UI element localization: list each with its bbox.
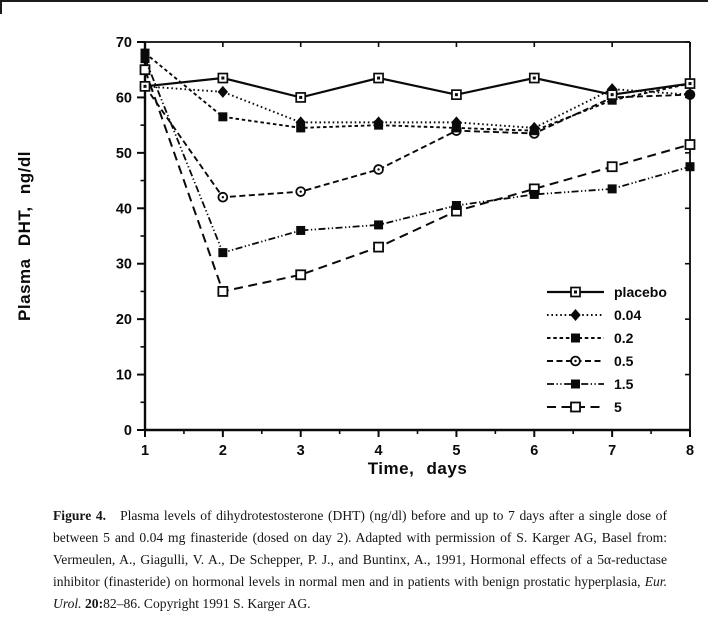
data-point-marker <box>296 187 305 196</box>
y-tick-label: 0 <box>123 423 132 439</box>
x-tick-label: 5 <box>452 443 461 459</box>
data-point-marker <box>608 184 617 193</box>
legend-item-0.5 <box>547 353 634 369</box>
data-point-marker <box>571 288 580 297</box>
data-point-marker <box>218 248 227 257</box>
x-tick-label: 4 <box>374 443 383 459</box>
data-point-marker <box>686 79 695 88</box>
data-point-marker <box>452 201 461 210</box>
x-tick-label: 6 <box>530 443 539 459</box>
x-tick-label: 1 <box>140 443 150 459</box>
data-point-marker <box>571 357 580 366</box>
caption-pages: 82–86. <box>103 596 141 612</box>
y-tick-label: 30 <box>115 256 132 273</box>
data-point-marker <box>374 165 383 174</box>
y-tick-label: 20 <box>115 312 132 329</box>
y-tick-label: 50 <box>115 145 132 162</box>
data-point-marker <box>686 162 695 171</box>
data-point-marker <box>374 74 383 83</box>
data-point-marker <box>141 49 150 58</box>
legend-label: 1.5 <box>614 376 634 392</box>
data-point-marker <box>571 403 580 412</box>
x-tick-label: 8 <box>685 443 695 459</box>
x-tick-label: 3 <box>296 443 305 459</box>
data-point-marker <box>141 82 150 91</box>
data-point-marker <box>218 112 227 121</box>
caption-volume: 20: <box>84 596 104 612</box>
data-point-marker <box>296 226 305 235</box>
legend-item-0.04 <box>547 307 641 323</box>
legend-item-1.5 <box>547 376 634 392</box>
legend-item-0.2 <box>547 330 634 346</box>
y-tick-label: 10 <box>115 367 132 384</box>
y-tick-label: 70 <box>115 35 132 51</box>
data-point-marker <box>570 309 580 321</box>
legend-item-placebo <box>547 284 667 300</box>
data-point-marker <box>530 74 539 83</box>
data-point-marker <box>218 74 227 83</box>
data-point-marker <box>571 334 580 343</box>
data-point-marker <box>530 190 539 199</box>
x-tick-label: 2 <box>218 443 227 459</box>
data-point-marker <box>374 220 383 229</box>
data-point-marker <box>141 65 150 74</box>
legend <box>547 284 667 415</box>
data-point-marker <box>608 162 617 171</box>
data-point-marker <box>608 90 617 99</box>
legend-label: 0.5 <box>614 353 634 369</box>
legend-label: placebo <box>614 284 667 300</box>
data-point-marker <box>686 140 695 149</box>
x-axis-title: Time, days <box>367 459 468 478</box>
legend-item-5 <box>547 399 622 415</box>
legend-label: 5 <box>614 399 622 415</box>
y-tick-label: 40 <box>115 201 132 218</box>
data-point-marker <box>218 193 227 202</box>
data-point-marker <box>218 287 227 296</box>
data-point-marker <box>452 90 461 99</box>
caption-journal-name: Eur. Urol. <box>53 574 667 612</box>
y-tick-label: 60 <box>115 90 132 107</box>
data-point-marker <box>296 93 305 102</box>
data-point-marker <box>296 270 305 279</box>
figure-label: Figure 4. <box>53 508 107 523</box>
y-axis-title: Plasma DHT, ng/dl <box>15 151 34 321</box>
legend-label: 0.04 <box>614 307 642 323</box>
legend-label: 0.2 <box>614 330 634 346</box>
figure-caption <box>53 505 667 615</box>
x-tick-label: 7 <box>608 443 617 459</box>
caption-text-after: Copyright 1991 S. Karger AG. <box>143 596 311 612</box>
caption-text-before: Plasma levels of dihydrotestosterone (DHT) (ng/dl) before and up to 7 days after a single dose of between 5 and 0.04 mg finasteride (dosed on day 2). Adapted with permission of S. Karger AG, Basel from: Vermeulen, A., Giagulli, V. A., De Schepper, P. J., and Buntinx, A., 1991, Hormonal effects of a 5α-reductase inhibitor (finasteride) on hormonal levels in normal men and in patients with benign prostatic hyperplasia, <box>53 508 668 590</box>
data-point-marker <box>374 243 383 252</box>
data-point-marker <box>571 380 580 389</box>
data-point-marker <box>685 89 695 101</box>
data-point-marker <box>218 86 228 98</box>
